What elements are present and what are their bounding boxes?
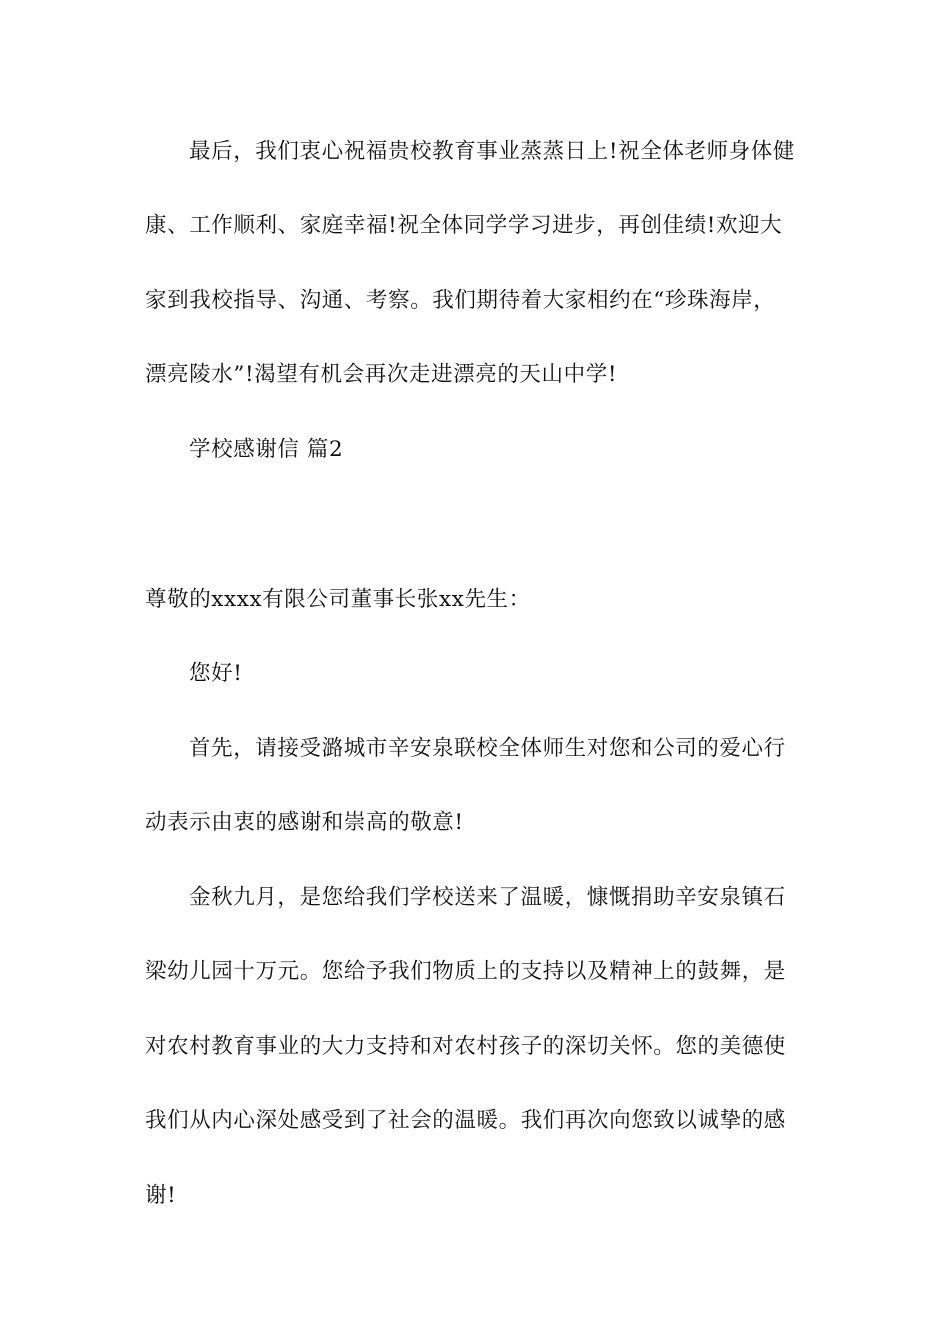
closing-paragraph-line-4: 漂亮陵水”!渴望有机会再次走进漂亮的天山中学!	[145, 362, 618, 387]
closing-paragraph-line-1: 最后，我们衷心祝福贵校教育事业蒸蒸日上!祝全体老师身体健	[189, 139, 795, 164]
paragraph-2-line-2: 梁幼儿园十万元。您给予我们物质上的支持以及精神上的鼓舞，是	[145, 959, 786, 984]
salutation: 尊敬的xxxx有限公司董事长张xx先生：	[145, 587, 531, 612]
paragraph-2-line-5: 谢!	[145, 1183, 177, 1208]
paragraph-2-line-4: 我们从内心深处感受到了社会的温暖。我们再次向您致以诚挚的感	[145, 1108, 786, 1133]
paragraph-2-line-3: 对农村教育事业的大力支持和对农村孩子的深切关怀。您的美德使	[145, 1034, 786, 1059]
closing-paragraph-line-2: 康、工作顺利、家庭幸福!祝全体同学学习进步，再创佳绩!欢迎大	[145, 213, 783, 238]
greeting: 您好!	[189, 661, 243, 686]
paragraph-2-line-1: 金秋九月，是您给我们学校送来了温暖，慷慨捐助辛安泉镇石	[189, 885, 786, 910]
paragraph-1-line-2: 动表示由衷的感谢和崇高的敬意!	[145, 810, 464, 835]
section-heading: 学校感谢信 篇2	[189, 437, 344, 462]
closing-paragraph-line-3: 家到我校指导、沟通、考察。我们期待着大家相约在“珍珠海岸，	[145, 288, 776, 313]
paragraph-1-line-1: 首先，请接受潞城市辛安泉联校全体师生对您和公司的爱心行	[189, 736, 786, 761]
